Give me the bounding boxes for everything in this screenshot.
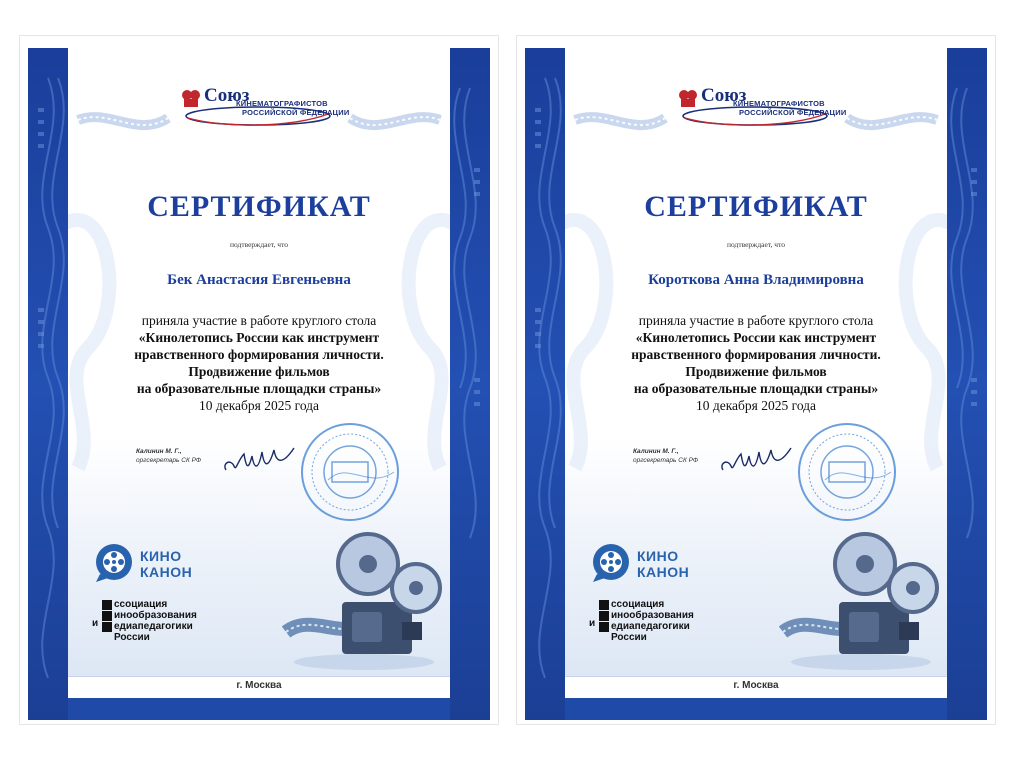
filmmakers-union-logo: [677, 85, 847, 130]
certificate-title: СЕРТИФИКАТ: [147, 190, 371, 223]
film-projector-illustration: [779, 522, 941, 674]
kanon-word: КАНОН: [140, 564, 193, 580]
bottom-stripe: [68, 676, 450, 699]
kino-word: КИНО: [637, 548, 679, 564]
body-line-5: на образовательные площадки страны»: [633, 381, 879, 396]
certificate-left: [20, 36, 498, 724]
bottom-blue-strip: [565, 698, 947, 720]
certificate-body: [20, 312, 498, 414]
union-word: Союз: [204, 85, 250, 106]
body-line-1: приняла участие в работе круглого стола: [141, 313, 377, 328]
body-line-2: «Кинолетопись России как инструмент: [138, 330, 380, 345]
union-word: Союз: [701, 85, 747, 106]
handwritten-signature: [220, 436, 300, 486]
bottom-stripe: [565, 676, 947, 699]
akm-i: и: [92, 618, 99, 629]
union-line-2: РОССИЙСКОЙ ФЕДЕРАЦИИ: [739, 108, 847, 117]
akm-letter-block: [102, 611, 112, 621]
body-line-4: Продвижение фильмов: [188, 364, 330, 379]
kino-kanon-logo: [591, 542, 731, 584]
film-reel-icon: [591, 542, 633, 584]
akm-letter-block: [599, 600, 609, 610]
akm-line-1: ссоциация: [114, 599, 168, 610]
handwritten-signature: [717, 436, 797, 486]
body-line-3: нравственного формирования личности.: [631, 347, 881, 362]
film-projector-illustration: [282, 522, 444, 674]
certificate-body: [517, 312, 995, 414]
akm-line-2: инообразования: [611, 610, 694, 621]
signatory-role: оргсекретарь СК РФ: [633, 457, 699, 464]
akm-line-3: едиапедагогики: [611, 621, 690, 632]
filmmakers-union-logo: [180, 85, 350, 130]
confirms-text: подтверждает, что: [229, 240, 289, 249]
signatory-name: Калинин М. Г.,: [633, 448, 679, 455]
body-line-5: на образовательные площадки страны»: [136, 381, 382, 396]
film-reel-icon: [94, 542, 136, 584]
event-date: 10 декабря 2025 года: [198, 398, 320, 413]
akm-line-1: ссоциация: [611, 599, 665, 610]
akm-line-2: инообразования: [114, 610, 197, 621]
signatory-name: Калинин М. Г.,: [136, 448, 182, 455]
certificate-title: СЕРТИФИКАТ: [644, 190, 868, 223]
city-label: г. Москва: [236, 680, 282, 691]
akm-letter-block: [102, 600, 112, 610]
union-line-1: КИНЕМАТОГРАФИСТОВ: [733, 99, 825, 108]
akm-line-4: России: [611, 632, 647, 643]
akm-letter-block: [599, 611, 609, 621]
akm-letter-block: [102, 622, 112, 632]
union-line-2: РОССИЙСКОЙ ФЕДЕРАЦИИ: [242, 108, 350, 117]
kanon-word: КАНОН: [637, 564, 690, 580]
signatory-role: оргсекретарь СК РФ: [136, 457, 202, 464]
certificate-right: [517, 36, 995, 724]
akm-letter-block: [599, 622, 609, 632]
body-line-3: нравственного формирования личности.: [134, 347, 384, 362]
film-camera-icon: [180, 88, 202, 110]
body-line-2: «Кинолетопись России как инструмент: [635, 330, 877, 345]
kino-kanon-logo: [94, 542, 234, 584]
akm-association-logo: [589, 598, 739, 654]
event-date: 10 декабря 2025 года: [695, 398, 817, 413]
akm-association-logo: [92, 598, 242, 654]
bottom-blue-strip: [68, 698, 450, 720]
city-label: г. Москва: [733, 680, 779, 691]
official-seal-stamp: [298, 420, 402, 524]
kino-word: КИНО: [140, 548, 182, 564]
akm-i: и: [589, 618, 596, 629]
official-seal-stamp: [795, 420, 899, 524]
akm-line-3: едиапедагогики: [114, 621, 193, 632]
body-line-1: приняла участие в работе круглого стола: [638, 313, 874, 328]
confirms-text: подтверждает, что: [726, 240, 786, 249]
film-camera-icon: [677, 88, 699, 110]
body-line-4: Продвижение фильмов: [685, 364, 827, 379]
akm-line-4: России: [114, 632, 150, 643]
recipient-name: Короткова Анна Владимировна: [648, 272, 864, 288]
union-line-1: КИНЕМАТОГРАФИСТОВ: [236, 99, 328, 108]
recipient-name: Бек Анастасия Евгеньевна: [167, 272, 351, 288]
